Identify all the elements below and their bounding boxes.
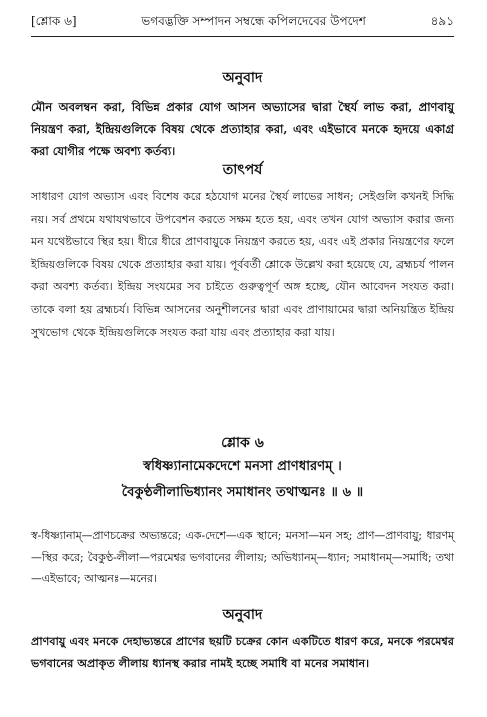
translation-heading: অনুবাদ xyxy=(222,70,263,86)
verse-heading: শ্লোক ৬ xyxy=(221,435,264,451)
header-chapter-title: ভগবদ্ভক্তি সম্পাদন সম্বন্ধে কপিলদেবের উপদেশ xyxy=(141,14,366,28)
header-divider xyxy=(31,36,454,37)
verse-line-1: স্বধিষ্ণ্যানামেকদেশে মনসা প্রাণধারণম্ । xyxy=(143,459,342,474)
translation-text: মৌন অবলম্বন করা, বিভিন্ন প্রকার যোগ আসন অভ্যাসের দ্বারা স্থৈর্য লাভ করা, প্রাণবায়ু নিয়ন্ত্রণ করা, ইন্দ্রিয়গুলিকে বিষয় থেকে প্রত্যাহার করা, এবং এইভাবে মনকে হৃদয়ে একাগ্র করা যোগীর পক্ষে অবশ্য কর্তব্য। xyxy=(31,100,454,158)
header-verse-ref: [শ্লোক ৬] xyxy=(31,14,77,28)
translation2-heading: অনুবাদ xyxy=(222,607,263,623)
page-number: ৪৯১ xyxy=(430,14,454,28)
purport-text: সাধারণ যোগ অভ্যাস এবং বিশেষ করে হঠযোগ মনের স্থৈর্য লাভের সাধন; সেইগুলি কখনই সিদ্ধি নয়। সর্ব প্রথমে যথাযথভাবে উপবেশন করতে সক্ষম হতে হয়, এবং তখন যোগ অভ্যাস করার জন্য মন যথেষ্টভাবে স্থির হয়। ধীরে ধীরে প্রাণবায়ুকে নিয়ন্ত্রণ করতে হয়, এবং এই প্রকার নিয়ন্ত্রণের ফলে ইন্দ্রিয়গুলিকে বিষয় থেকে প্রত্যাহার করা যায়। পূর্ববর্তী শ্লোকে উল্লেখ করা হয়েছে যে, ব্রহ্মচর্য পালন করা অবশ্য কর্তব্য। ইন্দ্রিয় সংযমের সব চাইতে গুরুত্বপূর্ণ অঙ্গ হচ্ছে, যৌন আবেদন সংযত করা। তাকে বলা হয় ব্রহ্মচর্য। বিভিন্ন আসনের অনুশীলনের দ্বারা এবং প্রাণায়ামের দ্বারা অনিয়ন্ত্রিত ইন্দ্রিয় সুখভোগ থেকে ইন্দ্রিয়গুলিকে সংযত করা যায় এবং প্রত্যাহার করা যায়। xyxy=(31,190,454,339)
running-header xyxy=(31,12,454,34)
verse-line-2: বৈকুণ্ঠলীলাভিধ্যানং সমাধানং তথাত্মনঃ ॥ ৬ ॥ xyxy=(121,485,364,500)
purport-heading: তাৎপর্য xyxy=(222,162,263,178)
synonyms-text: স্ব-ধিষ্ণ্যানাম্—প্রাণচক্রের অভ্যন্তরে; এক-দেশে—এক স্থানে; মনসা—মন সহ; প্রাণ—প্রাণবায়ু; ধারণম্—স্থির করে; বৈকুণ্ঠ-লীলা—পরমেশ্বর ভগবানের লীলায়; অভিধ্যানম্—ধ্যান; সমাধানম্—সমাধি; তথা—এইভাবে; আত্মনঃ—মনের। xyxy=(31,529,454,585)
translation2-text: প্রাণবায়ু এবং মনকে দেহাভ্যন্তরে প্রাণের ছয়টি চক্রের কোন একটিতে ধারণ করে, মনকে পরমেশ্বর ভগবানের অপ্রাকৃত লীলায় ধ্যানস্থ করার নামই হচ্ছে সমাধি বা মনের সমাধান। xyxy=(31,634,454,670)
